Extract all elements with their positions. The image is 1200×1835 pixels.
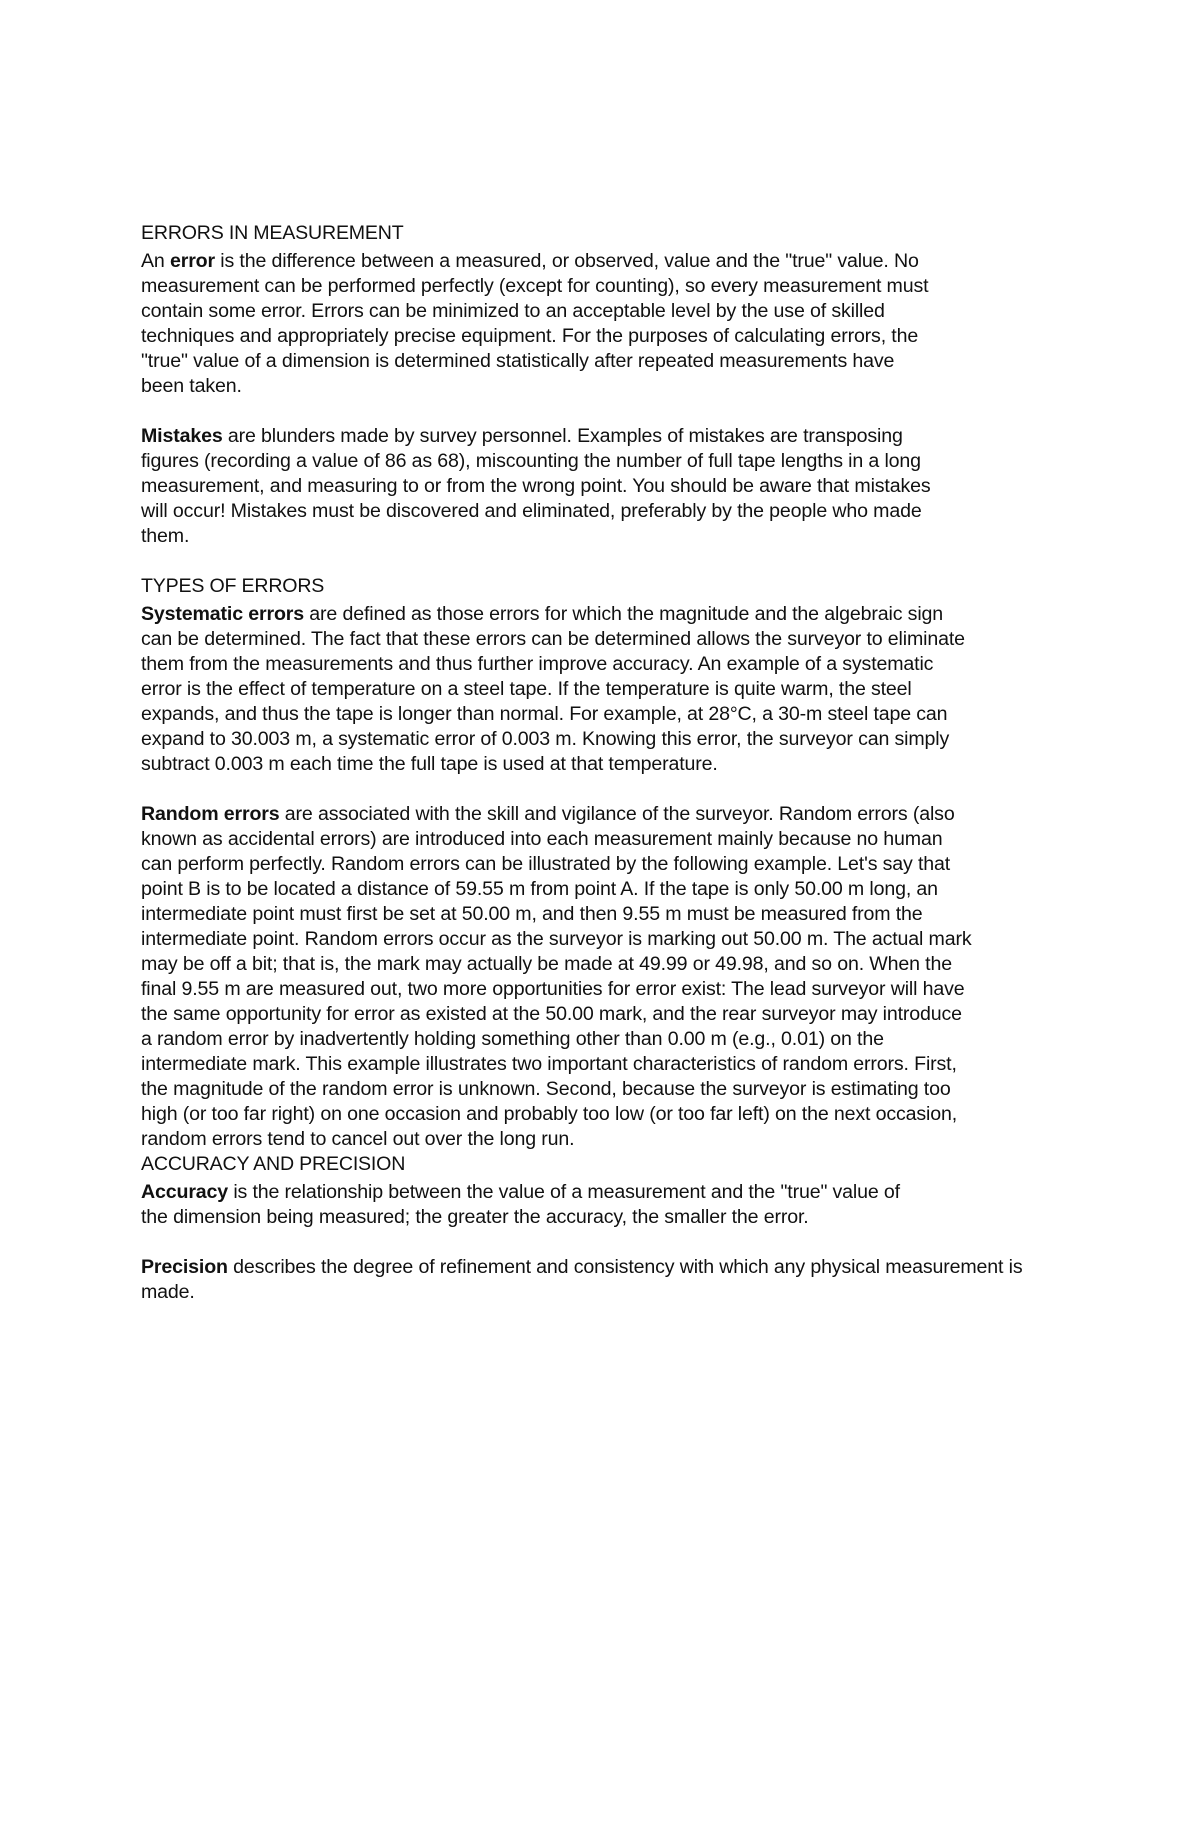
- mistakes-paragraph: [141, 424, 1141, 549]
- accuracy-paragraph: [141, 1180, 1141, 1230]
- text-line: been taken.: [141, 375, 242, 397]
- text-line: can be determined. The fact that these errors can be determined allows the surveyor to eliminate: [141, 628, 965, 650]
- text-line: the same opportunity for error as existed at the 50.00 mark, and the rear surveyor may introduce: [141, 1003, 962, 1025]
- term-random-errors: Random errors: [141, 803, 280, 825]
- term-error: error: [169, 250, 215, 272]
- section-types-of-errors: [141, 574, 1141, 1152]
- text-line: Systematic errors are defined as those errors for which the magnitude and the algebraic sign: [141, 603, 944, 625]
- section-accuracy-and-precision: [141, 1152, 1141, 1305]
- text-line: the dimension being measured; the greater the accuracy, the smaller the error.: [141, 1206, 809, 1228]
- text-line: Precision describes the degree of refinement and consistency with which any physical measurement is: [141, 1256, 1023, 1278]
- text-line: can perform perfectly. Random errors can be illustrated by the following example. Let's say that: [141, 853, 951, 875]
- text-line: Mistakes are blunders made by survey personnel. Examples of mistakes are transposing: [141, 425, 903, 447]
- text-line: intermediate mark. This example illustrates two important characteristics of random errors. First,: [141, 1053, 957, 1075]
- text-line: measurement can be performed perfectly (except for counting), so every measurement must: [141, 275, 929, 297]
- text-line: random errors tend to cancel out over the long run.: [141, 1128, 575, 1150]
- text-line: intermediate point must first be set at 50.00 m, and then 9.55 m must be measured from the: [141, 903, 923, 925]
- text-line: contain some error. Errors can be minimized to an acceptable level by the use of skilled: [141, 300, 885, 322]
- text-line: final 9.55 m are measured out, two more opportunities for error exist: The lead surveyor will have: [141, 978, 965, 1000]
- error-definition-paragraph: [141, 249, 1141, 399]
- systematic-errors-paragraph: [141, 602, 1141, 777]
- text-line: may be off a bit; that is, the mark may actually be made at 49.99 or 49.98, and so on. When the: [141, 953, 952, 975]
- text-line: error is the effect of temperature on a steel tape. If the temperature is quite warm, the steel: [141, 678, 912, 700]
- text-line: point B is to be located a distance of 59.55 m from point A. If the tape is only 50.00 m long, an: [141, 878, 938, 900]
- text-line: a random error by inadvertently holding something other than 0.00 m (e.g., 0.01) on the: [141, 1028, 884, 1050]
- text-line: "true" value of a dimension is determined statistically after repeated measurements have: [141, 350, 895, 372]
- document-page: [141, 221, 1141, 1305]
- text-line: expands, and thus the tape is longer than normal. For example, at 28°C, a 30-m steel tape can: [141, 703, 948, 725]
- text-line: intermediate point. Random errors occur as the surveyor is marking out 50.00 m. The actual mark: [141, 928, 972, 950]
- text-line: them.: [141, 525, 190, 547]
- text-line: them from the measurements and thus further improve accuracy. An example of a systematic: [141, 653, 934, 675]
- text-line: expand to 30.003 m, a systematic error of 0.003 m. Knowing this error, the surveyor can simply: [141, 728, 950, 750]
- section-heading: TYPES OF ERRORS: [141, 575, 325, 597]
- section-errors-in-measurement: [141, 221, 1141, 549]
- term-systematic-errors: Systematic errors: [141, 603, 305, 625]
- text-line: Random errors are associated with the skill and vigilance of the surveyor. Random errors (also: [141, 803, 955, 825]
- term-mistakes: Mistakes: [141, 425, 223, 447]
- text-line: subtract 0.003 m each time the full tape is used at that temperature.: [141, 753, 718, 775]
- section-heading: ERRORS IN MEASUREMENT: [141, 222, 404, 244]
- text-line: the magnitude of the random error is unknown. Second, because the surveyor is estimating too: [141, 1078, 951, 1100]
- precision-paragraph: [141, 1255, 1141, 1305]
- term-accuracy: Accuracy: [141, 1181, 229, 1203]
- text-line: measurement, and measuring to or from the wrong point. You should be aware that mistakes: [141, 475, 931, 497]
- random-errors-paragraph: [141, 802, 1141, 1152]
- text-line: will occur! Mistakes must be discovered and eliminated, preferably by the people who made: [141, 500, 922, 522]
- text-line: figures (recording a value of 86 as 68), miscounting the number of full tape lengths in a long: [141, 450, 921, 472]
- text-line: high (or too far right) on one occasion and probably too low (or too far left) on the next occasion,: [141, 1103, 958, 1125]
- text-line: An error is the difference between a measured, or observed, value and the "true" value. No: [141, 250, 919, 272]
- text-line: Accuracy is the relationship between the value of a measurement and the "true" value of: [141, 1181, 900, 1203]
- section-heading: ACCURACY AND PRECISION: [141, 1153, 406, 1175]
- text-line: techniques and appropriately precise equipment. For the purposes of calculating errors, the: [141, 325, 919, 347]
- term-precision: Precision: [141, 1256, 228, 1278]
- text-line: made.: [141, 1281, 195, 1303]
- text-line: known as accidental errors) are introduced into each measurement mainly because no human: [141, 828, 943, 850]
